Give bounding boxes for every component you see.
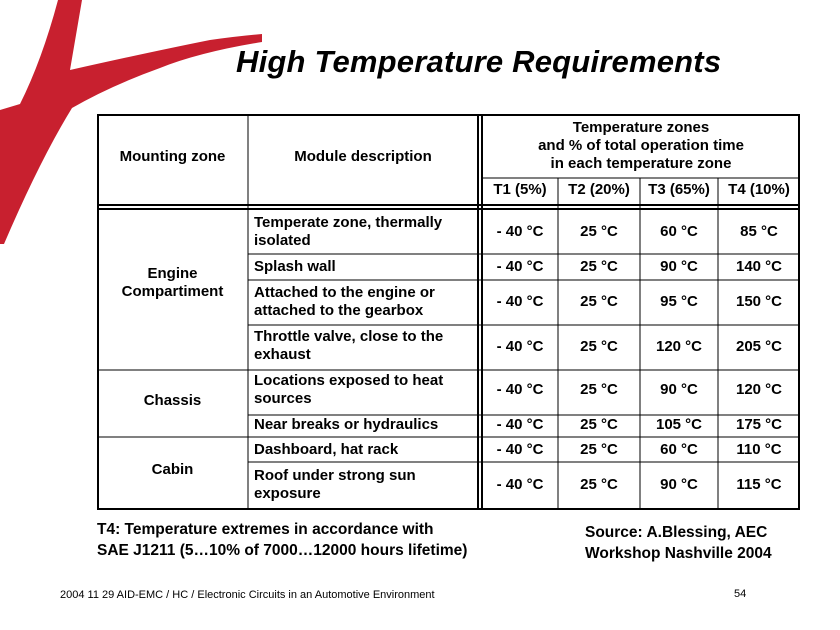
cell-t3: 90 °C	[660, 381, 698, 398]
row-description-line: Temperate zone, thermally	[254, 214, 443, 231]
footnote-line: T4: Temperature extremes in accordance with	[97, 521, 434, 538]
footnote-line: SAE J1211 (5…10% of 7000…12000 hours lifetime)	[97, 542, 468, 559]
cell-t4: 115 °C	[736, 476, 782, 493]
cell-t2: 25 °C	[580, 258, 618, 275]
header-t4: T4 (10%)	[728, 181, 790, 198]
header-mounting-zone: Mounting zone	[119, 148, 226, 165]
group-label-line: Engine	[147, 265, 198, 282]
cell-t2: 25 °C	[580, 338, 618, 355]
header-t2: T2 (20%)	[568, 181, 630, 198]
group-label-line: Compartiment	[121, 283, 224, 300]
footer-text: 2004 11 29 AID-EMC / HC / Electronic Circuits in an Automotive Environment	[60, 589, 435, 601]
cell-t3: 105 °C	[655, 416, 703, 433]
cell-t1: - 40 °C	[496, 416, 544, 433]
cell-t4: 140 °C	[735, 258, 783, 275]
cell-t2: 25 °C	[580, 441, 618, 458]
row-description	[254, 214, 442, 250]
zones-header-line: in each temperature zone	[550, 155, 732, 172]
row-description	[254, 284, 435, 320]
group-engine-compartment	[97, 265, 248, 301]
row-description-line: Roof under strong sun	[254, 467, 416, 484]
page-title: High Temperature Requirements	[236, 44, 722, 79]
row-description	[254, 258, 336, 276]
row-description-line: attached to the gearbox	[254, 302, 424, 319]
cell-t4: 120 °C	[735, 381, 783, 398]
page-number: 54	[734, 588, 747, 600]
cell-t2: 25 °C	[580, 476, 618, 493]
row-description-line: Near breaks or hydraulics	[254, 416, 439, 433]
row-description-line: Splash wall	[254, 258, 336, 275]
footnote-t4	[97, 519, 467, 561]
row-description-line: Throttle valve, close to the	[254, 328, 444, 345]
cell-t4: 110 °C	[736, 441, 782, 458]
header-t3: T3 (65%)	[648, 181, 710, 198]
row-description-line: exposure	[254, 485, 321, 502]
cell-t4: 205 °C	[735, 338, 783, 355]
row-description-line: isolated	[254, 232, 311, 249]
cell-t1: - 40 °C	[496, 223, 544, 240]
cell-t3: 90 °C	[660, 476, 698, 493]
group-label-line: Chassis	[143, 392, 202, 409]
source-citation	[585, 522, 772, 564]
row-description	[254, 372, 443, 408]
header-temperature-zones	[482, 119, 800, 173]
cell-t2: 25 °C	[580, 381, 618, 398]
row-description-line: Attached to the engine or	[254, 284, 435, 301]
cell-t2: 25 °C	[580, 223, 618, 240]
cell-t3: 90 °C	[660, 258, 698, 275]
header-module-description: Module description	[294, 148, 432, 165]
cell-t3: 120 °C	[655, 338, 703, 355]
row-description-line: Locations exposed to heat	[254, 372, 444, 389]
cell-t1: - 40 °C	[496, 476, 544, 493]
row-description-line: Dashboard, hat rack	[254, 441, 399, 458]
cell-t1: - 40 °C	[496, 338, 544, 355]
group-chassis	[97, 392, 248, 410]
cell-t4: 85 °C	[740, 223, 778, 240]
row-description	[254, 441, 398, 459]
cell-t4: 150 °C	[735, 293, 783, 310]
row-description	[254, 416, 438, 434]
source-line: Workshop Nashville 2004	[585, 545, 772, 562]
cell-t1: - 40 °C	[496, 258, 544, 275]
cell-t3: 95 °C	[660, 293, 698, 310]
row-description	[254, 328, 443, 364]
temperature-table	[97, 114, 800, 510]
group-label-line: Cabin	[151, 461, 194, 478]
row-description-line: sources	[254, 390, 312, 407]
cell-t2: 25 °C	[580, 293, 618, 310]
group-cabin	[97, 461, 248, 479]
source-line: Source: A.Blessing, AEC	[585, 524, 768, 541]
header-t1: T1 (5%)	[493, 181, 547, 198]
cell-t4: 175 °C	[735, 416, 783, 433]
cell-t1: - 40 °C	[496, 441, 544, 458]
cell-t3: 60 °C	[660, 441, 698, 458]
row-description-line: exhaust	[254, 346, 311, 363]
zones-header-line: Temperature zones	[572, 119, 710, 136]
cell-t1: - 40 °C	[496, 381, 544, 398]
cell-t2: 25 °C	[580, 416, 618, 433]
zones-header-line: and % of total operation time	[538, 137, 744, 154]
cell-t1: - 40 °C	[496, 293, 544, 310]
cell-t3: 60 °C	[660, 223, 698, 240]
row-description	[254, 467, 416, 503]
